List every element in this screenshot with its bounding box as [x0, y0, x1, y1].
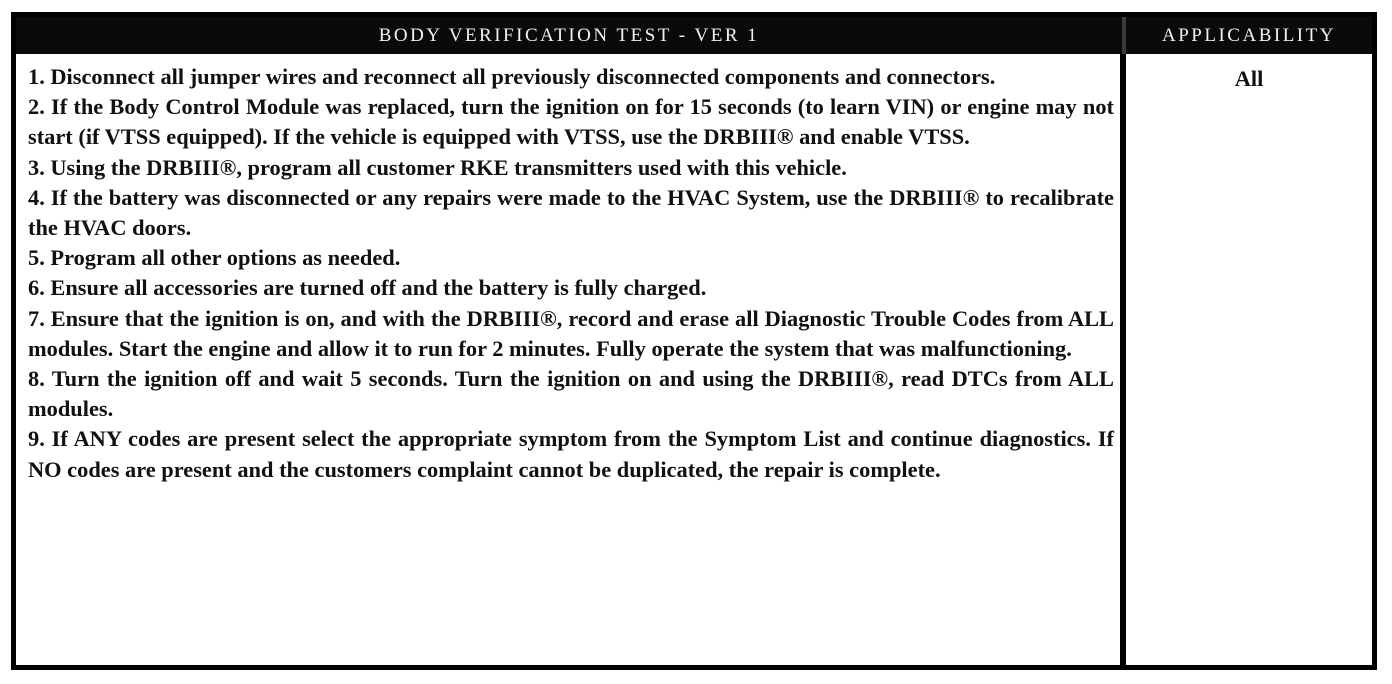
procedure-step-4: 4. If the battery was disconnected or any repairs were made to the HVAC System, use the DRBIII® to recalibrate the HVAC doors.	[28, 184, 1114, 241]
verification-test-table	[11, 12, 1377, 670]
applicability-header: APPLICABILITY	[1162, 25, 1336, 46]
procedure-step-5: 5. Program all other options as needed.	[28, 245, 401, 271]
test-title-header: BODY VERIFICATION TEST - VER 1	[378, 25, 760, 46]
procedure-step-8: 8. Turn the ignition off and wait 5 seconds. Turn the ignition on and using the DRBIII®, read DTCs from ALL modules.	[28, 366, 1114, 422]
procedure-step-3: 3. Using the DRBIII®, program all customer RKE transmitters used with this vehicle.	[28, 154, 847, 180]
procedure-step-7: 7. Ensure that the ignition is on, and with the DRBIII®, record and erase all Diagnostic Trouble Codes from ALL modules. Start the engine and allow it to run for 2 minutes. Fully operate the system that was malfunctioning.	[28, 305, 1114, 361]
column-divider	[1120, 54, 1126, 665]
table-header-row	[16, 17, 1372, 54]
procedure-step-2: 2. If the Body Control Module was replaced, turn the ignition on for 15 seconds (to learn VIN) or engine may not start (if VTSS equipped). If the vehicle is equipped with VTSS, use the DRBIII® and enable VTSS.	[28, 94, 1114, 150]
procedure-step-6: 6. Ensure all accessories are turned off and the battery is fully charged.	[28, 275, 707, 301]
procedure-step-1: 1. Disconnect all jumper wires and reconnect all previously disconnected components and connectors.	[28, 64, 996, 89]
procedure-steps	[28, 62, 1114, 485]
procedure-step-9: 9. If ANY codes are present select the appropriate symptom from the Symptom List and continue diagnostics. If NO codes are present and the customers complaint cannot be duplicated, the repair is complete.	[28, 426, 1114, 482]
applicability-value: All	[1234, 66, 1264, 91]
